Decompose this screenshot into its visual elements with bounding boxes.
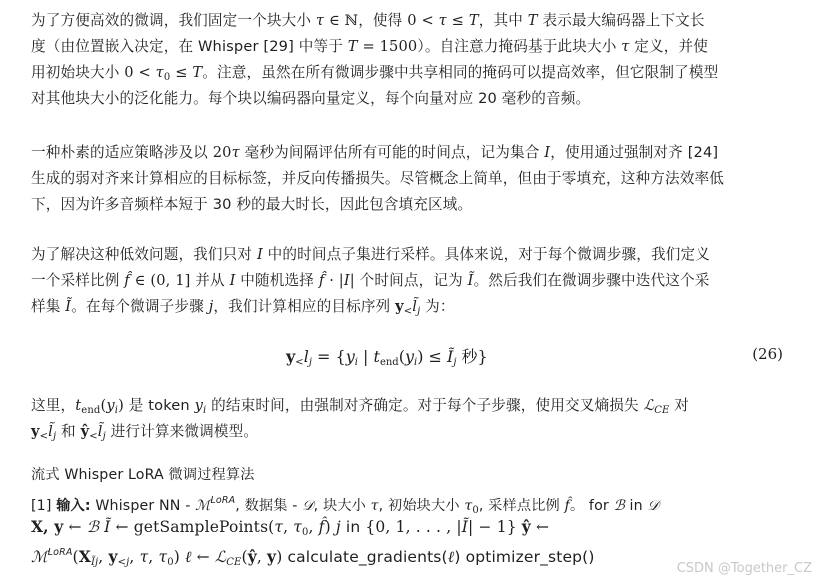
paragraph-1-line-4: 对其他块大小的泛化能力。每个块以编码器向量定义，每个向量对应 20 毫秒的音频。 bbox=[31, 90, 591, 107]
paragraph-4-line-1: 这里，$t_{end}(y_i)$ 是 token $y_i$ 的结束时间，由强制对齐确定。对于每个子步骤，使用交叉熵损失 ℒ$_{CE}$ 对 bbox=[31, 397, 689, 416]
algorithm-block bbox=[31, 462, 793, 566]
paragraph-2 bbox=[31, 140, 793, 218]
algorithm-line-2: X, y ← ℬ Ĩ ← getSamplePoints(τ, $\tau_0$, f̂) j in {0, 1, . . . , |Ĩ| − 1} ŷ ← bbox=[31, 517, 550, 538]
paragraph-4-line-2: $y_<l̃_j$ 和 $ŷ_<l̃_j$ 进行计算来微调模型。 bbox=[31, 423, 259, 442]
paragraph-1-line-3: 用初始块大小 $0 < \tau_0 \le T$。注意，虽然在所有微调步骤中共享相同的掩码可以提高效率，但它限制了模型 bbox=[31, 64, 719, 83]
paragraph-1-line-1: 为了方便高效的微调，我们固定一个块大小 τ ∈ ℕ，使得 0 < τ ≤ T，其中 T 表示最大编码器上下文长 bbox=[31, 12, 705, 29]
paragraph-2-line-2: 生成的弱对齐来计算相应的目标标签，并反向传播损失。尽管概念上简单，但由于零填充，这种方法效率低 bbox=[31, 170, 724, 187]
algorithm-line-3: $ℳ^{LoRA}(X_{Ĩj}$, $y_{<j}$, τ, $\tau_0$) ℓ ← ℒ$_{CE}$(ŷ, y) calculate_gradients(ℓ) optimizer_step() bbox=[31, 547, 595, 568]
watermark: CSDN @Together_CZ bbox=[676, 561, 812, 576]
equation-26 bbox=[31, 342, 783, 372]
algorithm-line-1: [1] 输入: Whisper NN - ℳ$^{LoRA}$, 数据集 - 𝒟, 块大小 τ, 初始块大小 $\tau_0$, 采样点比例 f̂。 for ℬ in 𝒟 bbox=[31, 495, 659, 516]
paragraph-2-line-1: 一种朴素的适应策略涉及以 20τ 毫秒为间隔评估所有可能的时间点，记为集合 I，使用通过强制对齐 [24] bbox=[31, 144, 719, 161]
paragraph-1-line-2: 度（由位置嵌入决定，在 Whisper [29] 中等于 T = 1500）。自注意力掩码基于此块大小 τ 定义，并使 bbox=[31, 38, 709, 55]
paragraph-4 bbox=[31, 393, 793, 445]
paragraph-3 bbox=[31, 242, 793, 320]
paragraph-3-line-2: 一个采样比例 f̂ ∈ (0, 1] 并从 I 中随机选择 f̂ · |I| 个时间点，记为 Ĩ。然后我们在微调步骤中迭代这个采 bbox=[31, 272, 710, 289]
equation-number: (26) bbox=[752, 345, 783, 363]
algorithm-title: 流式 Whisper LoRA 微调过程算法 bbox=[31, 467, 255, 483]
paragraph-3-line-3: 样集 Ĩ。在每个微调子步骤 j，我们计算相应的目标序列 $y_<l̃_j$ 为： bbox=[31, 298, 455, 317]
paragraph-1 bbox=[31, 8, 793, 112]
equation-body: $y_<l_j = \{y_i$ | $t_{end}(y_i)$ ≤ $Ĩ_j$ 秒} bbox=[286, 347, 488, 368]
paragraph-2-line-3: 下，因为许多音频样本短于 30 秒的最大时长，因此包含填充区域。 bbox=[31, 196, 473, 213]
paragraph-3-line-1: 为了解决这种低效问题，我们只对 I 中的时间点子集进行采样。具体来说，对于每个微调步骤，我们定义 bbox=[31, 246, 710, 263]
